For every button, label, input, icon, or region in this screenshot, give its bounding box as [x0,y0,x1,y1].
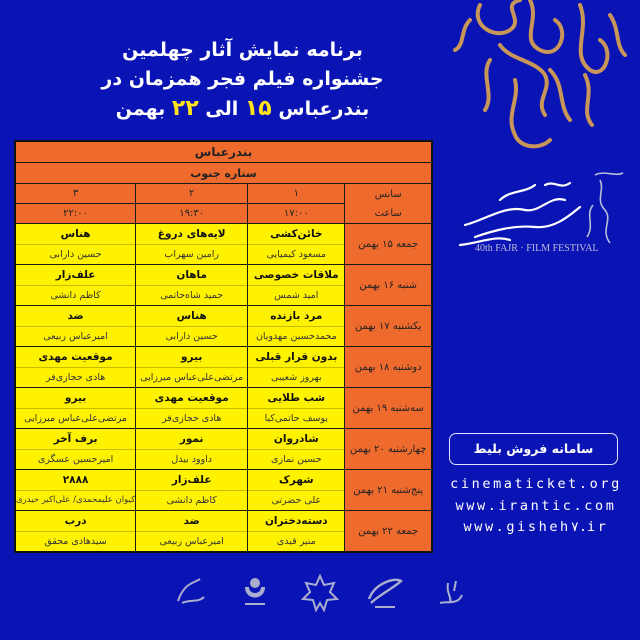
film-director: هادی حجازی‌فر [45,372,106,383]
film-director: رامین سهراب [164,249,219,260]
film-title: مرد بازنده [248,306,344,327]
title-line-3 [70,94,415,124]
session-label: سانس [374,188,402,200]
film-director: هادی حجازی‌فر [162,413,222,424]
film-title: شب طلایی [248,388,344,409]
show-cell [248,224,345,265]
film-director: سیدهادی محقق [44,536,107,547]
film-director: مرتضی‌علی‌عباس میرزایی [24,413,128,424]
film-director: محمدحسین مهدویان [255,331,337,342]
day-label: چهارشنبه ۲۰ بهمن [345,429,432,470]
film-title: بیرو [16,388,135,409]
film-director: داوود بیدل [171,454,213,465]
show-cell [248,429,345,470]
film-title: شادروان [248,429,344,450]
film-title: نمور [136,429,247,450]
show-cell [15,388,136,429]
time-label: ساعت [374,207,402,219]
sponsor-star-icon [300,573,340,613]
film-title: موقعیت مهدی [16,347,135,368]
film-title: هناس [16,224,135,245]
film-director: امیرحسین عسگری [37,454,114,465]
cinema-header: ستاره جنوب [15,163,432,184]
day-label: جمعه ۱۵ بهمن [345,224,432,265]
show-cell [136,511,248,553]
film-director: یوسف حاتمی‌کیا [264,413,329,424]
film-director: حمید شاه‌حاتمی [160,290,224,301]
show-cell [15,224,136,265]
table-row [15,388,432,429]
show-cell [136,429,248,470]
film-title: هناس [136,306,247,327]
title-until: الی [205,98,239,120]
table-row [15,265,432,306]
sponsor-credit-fund-icon [235,573,275,613]
film-title: ملاقات خصوصی [248,265,344,286]
film-director: مرتضی‌علی‌عباس میرزایی [140,372,244,383]
title-line-2: جشنواره فیلم فجر همزمان در [101,68,384,90]
session-time-2: ۱۹:۳۰ [136,204,248,224]
title-date-to: ۲۲ [171,96,199,121]
title-date-from: ۱۵ [244,96,272,121]
show-cell [15,306,136,347]
film-title: شهرک [248,470,344,491]
film-title: علف‌زار [136,470,247,491]
session-time-label [345,184,432,224]
film-director: علی حضرتی [271,495,322,506]
film-title: ضد [136,511,247,532]
film-director: امیرعباس ربیعی [43,331,108,342]
link-gisheh7[interactable]: www.gisheh۷.ir [463,519,609,535]
film-director: کیوان علیمحمدی/ علی‌اکبر حیدری [16,495,136,505]
film-director: منیر قیدی [276,536,316,547]
film-title: خائن‌کشی [248,224,344,245]
title-city: بندرعباس [278,98,370,120]
day-label: پنج‌شنبه ۲۱ بهمن [345,470,432,511]
film-title: دسته‌دختران [248,511,344,532]
table-row [15,470,432,511]
film-title: موقعیت مهدی [136,388,247,409]
page-title [70,36,415,124]
show-cell [248,388,345,429]
title-line-1: برنامه نمایش آثار چهلمین [122,39,363,61]
festival-artwork-icon [440,0,640,160]
show-cell [15,265,136,306]
table-row [15,224,432,265]
table-row [15,511,432,553]
film-director: امیرعباس ربیعی [159,536,224,547]
table-row [15,429,432,470]
show-cell [248,306,345,347]
show-cell [15,511,136,553]
film-title: بیرو [136,347,247,368]
film-director: مسعود کیمیایی [266,249,327,260]
show-cell [136,224,248,265]
film-director: بهروز شعیبی [270,372,322,383]
link-irantic[interactable]: www.irantic.com [455,497,617,514]
show-cell [136,470,248,511]
sponsor-logos [170,570,470,615]
show-cell [248,470,345,511]
film-director: کاظم دانشی [50,290,101,301]
day-label: یکشنبه ۱۷ بهمن [345,306,432,347]
show-cell [136,388,248,429]
session-number-3: ۳ [15,184,136,204]
film-title: برف آخر [16,429,135,450]
film-title: درب [16,511,135,532]
film-title: ۲۸۸۸ [16,470,135,491]
film-title: ضد [16,306,135,327]
show-cell [15,470,136,511]
session-time-1: ۱۷:۰۰ [248,204,345,224]
table-row [15,347,432,388]
session-number-2: ۲ [136,184,248,204]
day-label: شنبه ۱۶ بهمن [345,265,432,306]
link-cinematicket[interactable]: cinematicket.org [450,476,622,492]
day-label: جمعه ۲۲ بهمن [345,511,432,553]
day-label: سه‌شنبه ۱۹ بهمن [345,388,432,429]
sponsor-calligraphy-1-icon [170,573,210,613]
day-label: دوشنبه ۱۸ بهمن [345,347,432,388]
film-title: بدون قرار قبلی [248,347,344,368]
film-director: کاظم دانشی [166,495,217,506]
film-director: حسین دارابی [165,331,218,342]
show-cell [248,347,345,388]
film-title: ماهان [136,265,247,286]
show-cell [248,511,345,553]
film-title: علف‌زار [16,265,135,286]
session-number-1: ۱ [248,184,345,204]
show-cell [248,265,345,306]
city-header: بندرعباس [15,141,432,163]
show-cell [136,306,248,347]
show-cell [136,265,248,306]
show-cell [136,347,248,388]
sponsor-hamrah-aval-icon [365,573,405,613]
festival-logo-english: 40th FAJR · FILM FESTIVAL [475,243,599,254]
schedule-table [14,140,433,553]
show-cell [15,347,136,388]
table-row [15,306,432,347]
fajr-festival-logo-icon [455,165,630,260]
film-director: امید شمس [274,290,319,301]
sponsor-calligraphy-2-icon [430,573,470,613]
ticket-links [446,474,626,539]
ticket-sales-button[interactable]: سامانه فروش بلیط [449,433,618,465]
film-director: حسین دارابی [49,249,102,260]
film-title: لایه‌های دروغ [136,224,247,245]
title-month: بهمن [115,98,166,120]
film-director: حسین نمازی [271,454,322,465]
session-time-3: ۲۲:۰۰ [15,204,136,224]
show-cell [15,429,136,470]
